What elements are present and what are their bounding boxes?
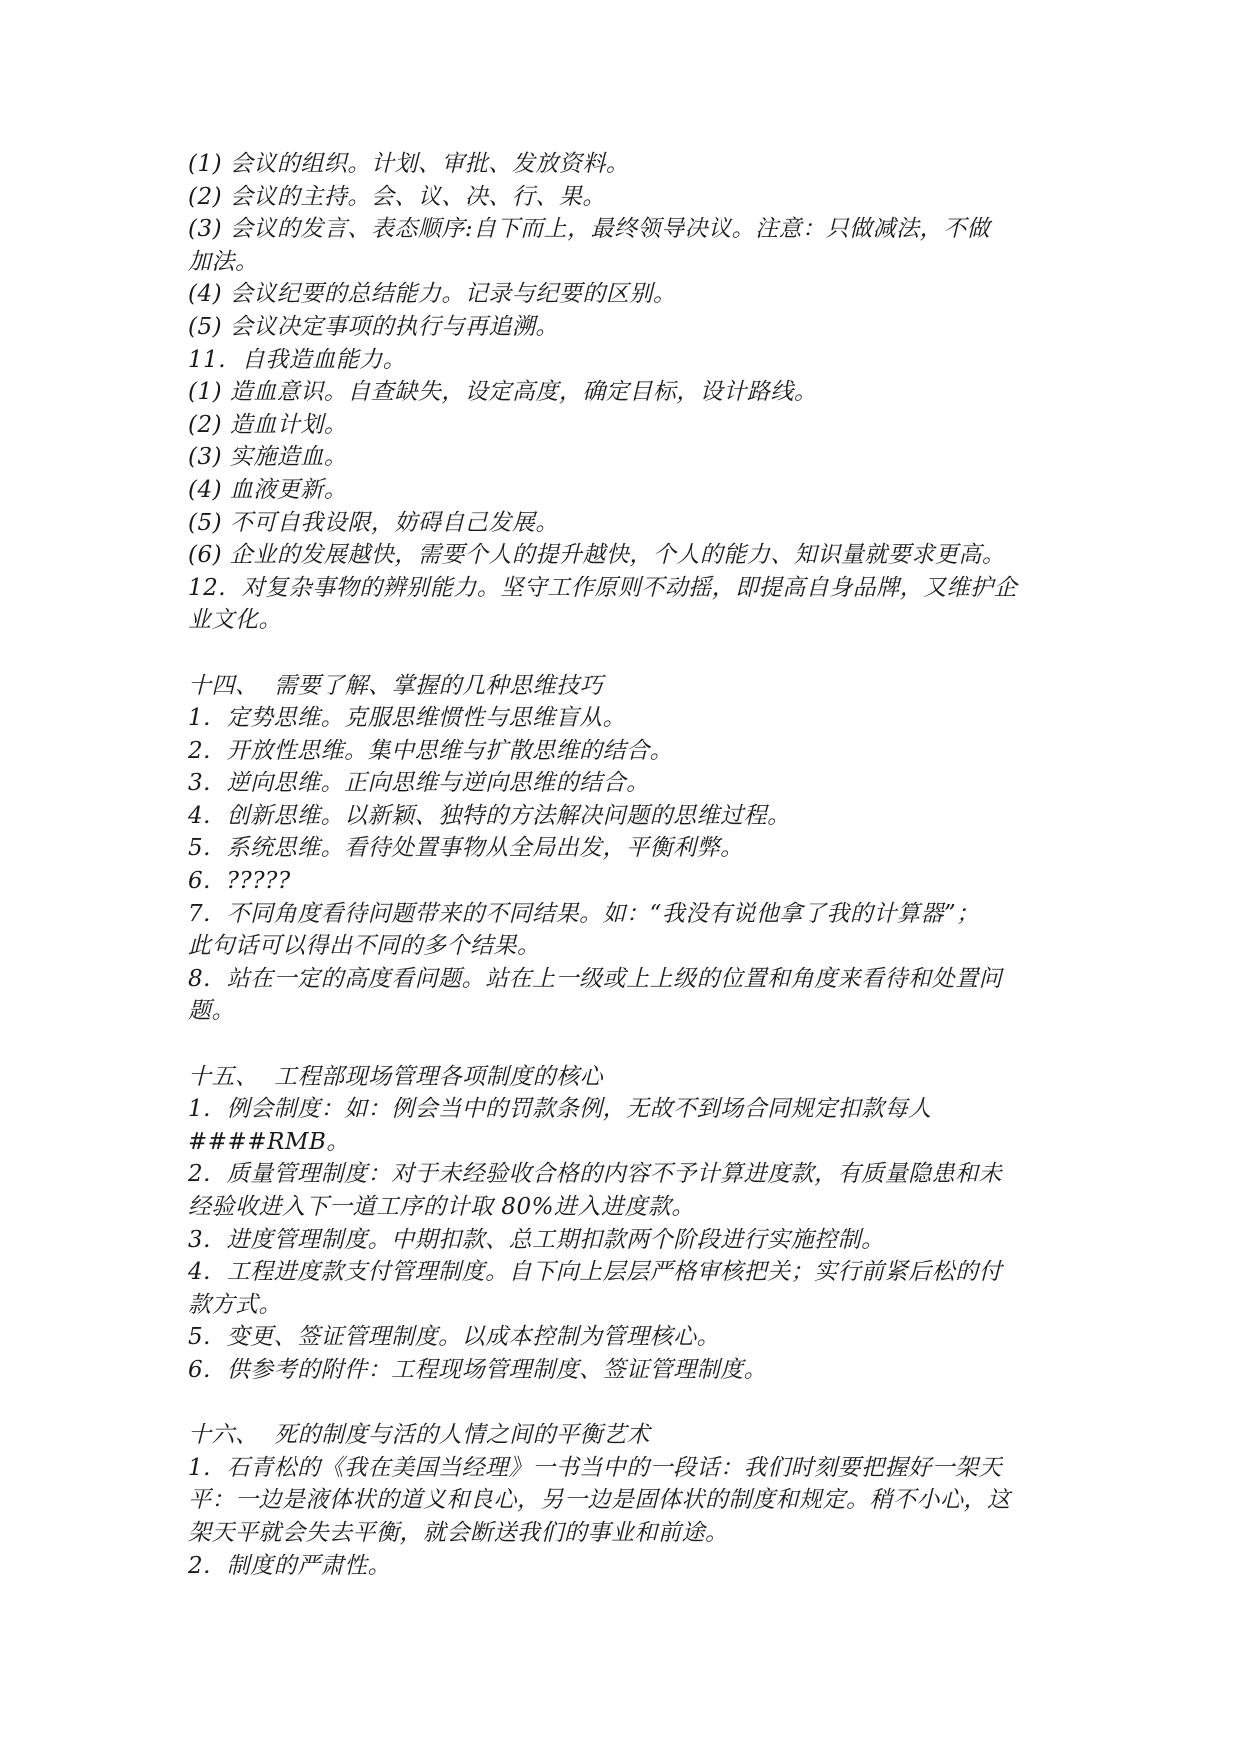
text-line: 题。: [188, 998, 235, 1025]
text-line: 7. 不同角度看待问题带来的不同结果。如：“我没有说他拿了我的计算器”；: [188, 900, 980, 927]
text-line: (3) 会议的发言、表态顺序:自下而上，最终领导决议。注意：只做减法，不做: [188, 216, 991, 243]
text-line: (3) 实施造血。: [188, 444, 348, 471]
text-line: 4. 创新思维。以新颖、独特的方法解决问题的思维过程。: [188, 802, 791, 829]
text-line: 5. 变更、签证管理制度。以成本控制为管理核心。: [188, 1324, 721, 1351]
text-line: (4) 血液更新。: [188, 476, 348, 503]
text-line: ####RMB。: [188, 1128, 350, 1155]
text-line: 1. 例会制度：如：例会当中的罚款条例，无故不到场合同规定扣款每人: [188, 1096, 932, 1123]
text-line: 12. 对复杂事物的辨别能力。坚守工作原则不动摇，即提高自身品牌，又维护企: [188, 574, 1018, 601]
text-line: 十五、 工程部现场管理各项制度的核心: [188, 1063, 604, 1090]
text-line: (2) 会议的主持。会、议、决、行、果。: [188, 183, 606, 210]
text-line: (5) 不可自我设限，妨碍自己发展。: [188, 509, 559, 536]
text-line: (1) 造血意识。自查缺失，设定高度，确定目标，设计路线。: [188, 379, 818, 406]
text-line: 6. ?????: [188, 868, 291, 895]
document-body: [188, 148, 1068, 1582]
text-line: 平：一边是液体状的道义和良心，另一边是固体状的制度和规定。稍不小心，这: [188, 1487, 1011, 1514]
text-line: 架天平就会失去平衡，就会断送我们的事业和前途。: [188, 1519, 729, 1546]
text-line: 业文化。: [188, 607, 282, 634]
blank-line: [188, 637, 1068, 670]
text-line: (2) 造血计划。: [188, 411, 348, 438]
text-line: (4) 会议纪要的总结能力。记录与纪要的区别。: [188, 281, 677, 308]
text-line: 3. 进度管理制度。中期扣款、总工期扣款两个阶段进行实施控制。: [188, 1226, 885, 1253]
text-line: 6. 供参考的附件：工程现场管理制度、签证管理制度。: [188, 1356, 768, 1383]
text-line: 2. 开放性思维。集中思维与扩散思维的结合。: [188, 737, 674, 764]
text-line: 1. 石青松的《我在美国当经理》一书当中的一段话：我们时刻要把握好一架天: [188, 1454, 1003, 1481]
text-line: 8. 站在一定的高度看问题。站在上一级或上上级的位置和角度来看待和处置问: [188, 965, 1003, 992]
text-line: 此句话可以得出不同的多个结果。: [188, 933, 541, 960]
blank-line: [188, 1387, 1068, 1420]
text-line: 2. 质量管理制度：对于未经验收合格的内容不予计算进度款，有质量隐患和未: [188, 1161, 1003, 1188]
text-line: 5. 系统思维。看待处置事物从全局出发，平衡利弊。: [188, 835, 744, 862]
text-line: 3. 逆向思维。正向思维与逆向思维的结合。: [188, 770, 650, 797]
text-line: 11. 自我造血能力。: [188, 346, 407, 373]
blank-line: [188, 1028, 1068, 1061]
text-line: 1. 定势思维。克服思维惯性与思维盲从。: [188, 705, 627, 732]
text-line: 2. 制度的严肃性。: [188, 1552, 392, 1579]
text-line: 十四、 需要了解、掌握的几种思维技巧: [188, 672, 604, 699]
text-line: 加法。: [188, 248, 259, 275]
text-line: (5) 会议决定事项的执行与再追溯。: [188, 313, 559, 340]
text-line: 十六、 死的制度与活的人情之间的平衡艺术: [188, 1422, 651, 1449]
text-line: 4. 工程进度款支付管理制度。自下向上层层严格审核把关；实行前紧后松的付: [188, 1259, 1003, 1286]
text-line: 经验收进入下一道工序的计取 80%进入进度款。: [188, 1194, 695, 1220]
text-line: (1) 会议的组织。计划、审批、发放资料。: [188, 151, 630, 177]
text-line: 款方式。: [188, 1291, 282, 1318]
text-line: (6) 企业的发展越快，需要个人的提升越快，个人的能力、知识量就要求更高。: [188, 542, 1006, 569]
